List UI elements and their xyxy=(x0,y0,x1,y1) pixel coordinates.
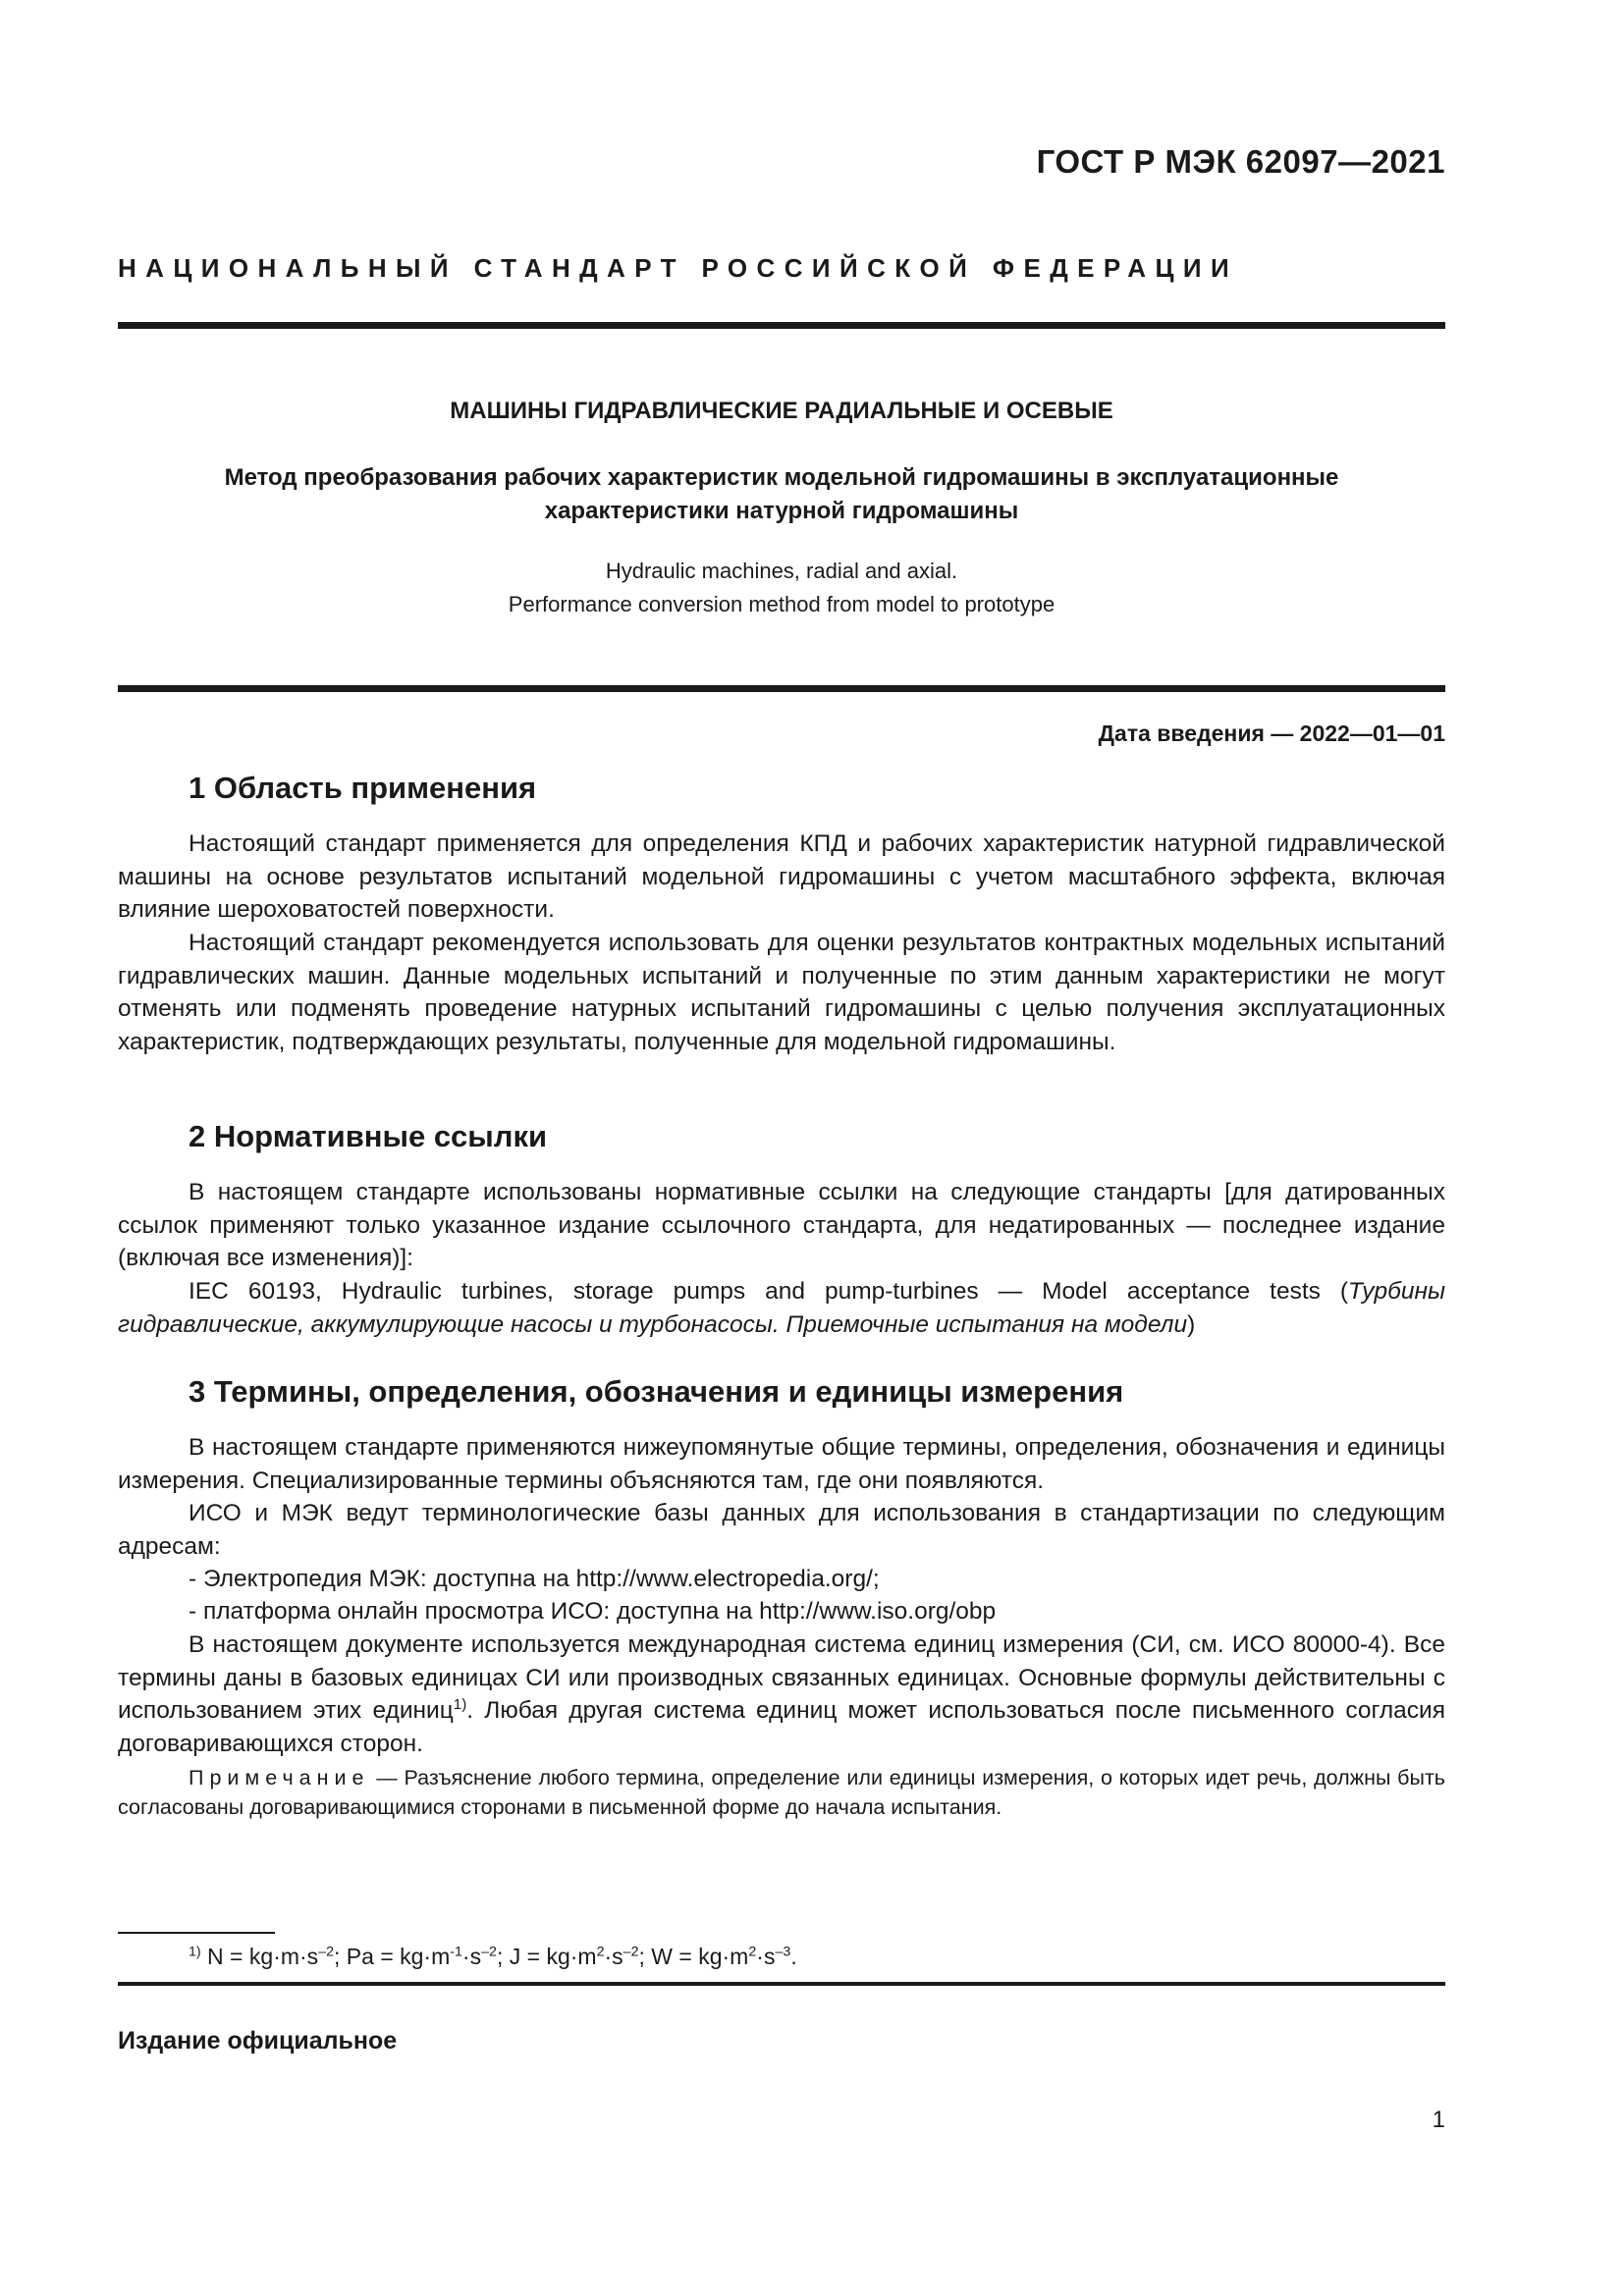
reference-russian-title: Турбины гидравлические, аккумулирующие насосы и турбонасосы. Приемочные испытания на модели xyxy=(118,1278,1445,1338)
footnote-exponent: -1 xyxy=(450,1944,462,1960)
footnote-exponent: 2 xyxy=(596,1944,605,1960)
section-3-paragraph-1: В настоящем стандарте применяются нижеупомянутые общие термины, определения, обозначения и единицы измерения. Специализированные термины объясняются там, где они появляются. xyxy=(118,1434,1445,1494)
document-number: ГОСТ Р МЭК 62097—2021 xyxy=(1036,143,1445,180)
section-2-heading: 2 Нормативные ссылки xyxy=(189,1119,548,1153)
official-edition-label: Издание официальное xyxy=(118,2027,398,2055)
footnote-rule xyxy=(118,1932,275,1934)
section-1-paragraph-2: Настоящий стандарт рекомендуется использовать для оценки результатов контрактных модельных испытаний гидравлических машин. Данные модельных испытаний и полученные по этим данным характеристики не могут отменять или подменять проведение натурных испытаний гидромашины с целью получения эксплуатационных характеристик, подтверждающих результаты, полученные для модельной гидромашины. xyxy=(118,930,1445,1055)
subtitle-line-2: характеристики натурной гидромашины xyxy=(544,498,1019,524)
header-rule xyxy=(118,322,1445,329)
list-item-iso-obp: - платформа онлайн просмотра ИСО: доступна на http://www.iso.org/obp xyxy=(189,1598,997,1625)
standard-title: МАШИНЫ ГИДРАВЛИЧЕСКИЕ РАДИАЛЬНЫЕ И ОСЕВЫЕ xyxy=(450,398,1113,424)
reference-close: ) xyxy=(1187,1310,1196,1338)
footnote-exponent: 2 xyxy=(748,1944,757,1960)
national-standard-banner: НАЦИОНАЛЬНЫЙ СТАНДАРТ РОССИЙСКОЙ ФЕДЕРАЦИИ xyxy=(118,253,1239,283)
footnote-newton: N = kg·m·s xyxy=(200,1944,319,1969)
page-number: 1 xyxy=(1432,2107,1445,2133)
section-2-paragraph-1: В настоящем стандарте использованы нормативные ссылки на следующие стандарты [для датированных ссылок применяют только указанное издание ссылочного стандарта, для недатированных — последнее издание (включая все изменения)]: xyxy=(118,1179,1445,1271)
footnote-exponent: –2 xyxy=(318,1944,335,1960)
english-title-line-2: Performance conversion method from model to prototype xyxy=(508,592,1056,616)
footnote-reference: 1) xyxy=(453,1695,467,1713)
document-page xyxy=(118,0,1445,2296)
section-1-heading: 1 Область применения xyxy=(189,771,537,805)
footnote-pascal: ; Pa = kg·m xyxy=(334,1944,451,1969)
footnote-exponent: –2 xyxy=(623,1944,639,1960)
section-3-heading: 3 Термины, определения, обозначения и единицы измерения xyxy=(189,1374,1124,1409)
english-title xyxy=(118,555,1445,621)
title-rule xyxy=(118,685,1445,692)
footnote-exponent: –2 xyxy=(481,1944,497,1960)
english-title-line-1: Hydraulic machines, radial and axial. xyxy=(605,559,958,583)
footnote-text: . xyxy=(790,1944,797,1969)
normative-reference-iec-60193 xyxy=(118,1275,1445,1341)
si-units-text: В настоящем документе используется международная система единиц измерения (СИ, см. ИСО 80000-4). Все термины даны в базовых единицах СИ или производных связанных единицах. Основные формулы действительны с использованием этих единиц xyxy=(118,1631,1445,1724)
reference-text: IEC 60193, Hydraulic turbines, storage pumps and pump-turbines — Model acceptance tests ( xyxy=(189,1278,1349,1305)
footnote-mark: 1) xyxy=(189,1944,201,1960)
note-text: — Разъяснение любого термина, определение или единицы измерения, о которых идет речь, должны быть согласованы договаривающимися сторонами в письменной форме до начала испытания. xyxy=(118,1766,1445,1819)
subtitle-line-1: Метод преобразования рабочих характеристик модельной гидромашины в эксплуатационные xyxy=(224,464,1339,491)
note-label: Примечание xyxy=(189,1766,370,1789)
section-3-note xyxy=(118,1763,1445,1822)
section-1-paragraph-1: Настоящий стандарт применяется для определения КПД и рабочих характеристик натурной гидравлической машины на основе результатов испытаний модельной гидромашины с учетом масштабного эффекта, включая влияние шероховатостей поверхности. xyxy=(118,830,1445,923)
footnote-joule: ; J = kg·m xyxy=(496,1944,597,1969)
footnote-text: ·s xyxy=(461,1944,482,1969)
footnote-text: ·s xyxy=(756,1944,776,1969)
si-units-text-end: . Любая другая система единиц может использоваться после письменного согласия договаривающихся сторон. xyxy=(118,1697,1445,1757)
footnote-watt: ; W = kg·m xyxy=(638,1944,749,1969)
footnote-exponent: –3 xyxy=(775,1944,791,1960)
footnote-1 xyxy=(189,1944,797,1970)
section-3-paragraph-2: ИСО и МЭК ведут терминологические базы данных для использования в стандартизации по следующим адресам: xyxy=(118,1500,1445,1560)
introduction-date: Дата введения — 2022—01—01 xyxy=(1098,721,1445,746)
list-item-electropedia: - Электропедия МЭК: доступна на http://www.electropedia.org/; xyxy=(189,1566,880,1592)
footnote-text: ·s xyxy=(604,1944,623,1969)
section-3-paragraph-3 xyxy=(118,1629,1445,1760)
standard-subtitle xyxy=(118,461,1445,528)
footer-rule xyxy=(118,1982,1445,1986)
